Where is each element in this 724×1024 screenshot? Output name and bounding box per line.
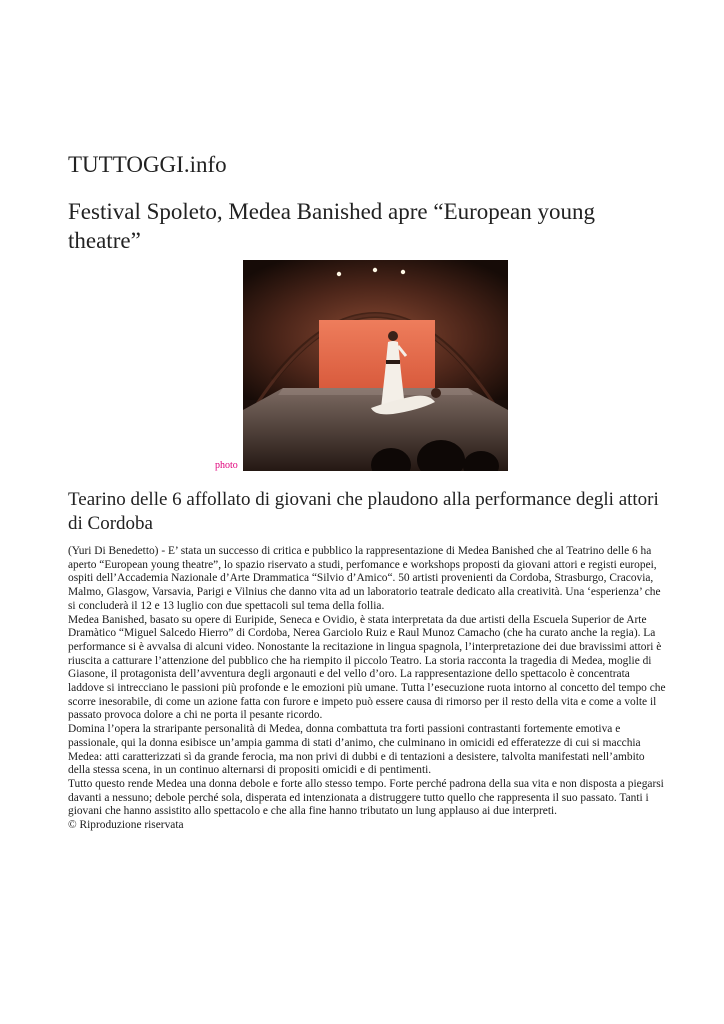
stage-backdrop [319,320,435,390]
copyright-notice: © Riproduzione riservata [68,819,184,832]
article-paragraph: Domina l’opera la straripante personalità di Medea, donna combattuta tra forti passioni contrastanti fortemente emotiva e passionale, qui la donna esibisce un’ampia gamma di stati d’animo, che culminano in omicidi ed efferatezze di cui si macchia Medea: atti caratterizzati sì da grande ferocia, ma non privi di dubbi e di tentazioni a desistere, talvolta manifestati nell’ambito della stessa scena, in un continuo alternarsi di propositi omicidi e di pentimenti. [68,723,645,777]
article-paragraph: Tutto questo rende Medea una donna debole e forte allo stesso tempo. Forte perché padrona della sua vita e non disposta a piegarsi davanti a nessuno; debole perché sola, disperata ed intenzionata a distruggere tutto quello che rappresenta il suo passato. Tanti i giovani che hanno assistito allo spettacolo e che alla fine hanno tributato un lung applauso ai due interpreti. [68,777,664,818]
article-paragraph: (Yuri Di Benedetto) - E’ stata un successo di critica e pubblico la rappresentazione di Medea Banished che al Teatrino delle 6 ha aperto “European young theatre”, lo spazio riservato a studi, perfomance e workshops proposti da giovani attori e registi europei, ospiti dell’Accademia Nazionale d’Arte Drammatica “Silvio d’Amico“. 50 artisti provenienti da Cordoba, Strasburgo, Cracovia, Malmo, Glasgow, Varsavia, Parigi e Vilnius che danno vita ad un laboratorio teatrale dedicato alla creatività. Una ‘esperienza’ che si concluderà il 12 e 13 luglio con due spettacoli sul tema della follia. [68,545,661,612]
stage-light [373,268,377,272]
article-subheadline: Tearino delle 6 affollato di giovani che plaudono alla performance degli attori di Cordoba [68,489,659,534]
article-paragraph: Medea Banished, basato su opere di Euripide, Seneca e Ovidio, è stata interpretata da due artisti della Escuela Superior de Arte Dramàtico “Miguel Salcedo Hierro” di Cordoba, Nerea Garciolo Ruiz e Raul Munoz Camacho (che ha curato anche la regia). La performance si è avvalsa di alcuni video. Nonostante la recitazione in lingua spagnola, l’interpretazione dei due bravissimi attori è riuscita a catturare l’attenzione del pubblico che ha riempito il piccolo Teatro. La storia racconta la tragedia di Medea, moglie di Giasone, il protagonista dell’avventura degli argonauti e del vello d’oro. La rappresentazione dello spettacolo è concentrata laddove si intrecciano le passioni più profonde e le emozioni più umane. Tutta l’esecuzione ruota intorno al concetto del tempo che scorre inesorabile, di come un azione fatta con furore e impeto può essere causa di rimorso per il resto della vita e come a volte il passato provoca dolore a chi ne porta il pesante ricordo. [68,613,666,722]
stage-light [337,272,341,276]
article-headline: Festival Spoleto, Medea Banished apre “European young theatre” [68,199,595,253]
site-title: TUTTOGGI.info [68,152,227,177]
article-body [68,545,668,833]
stage-light [401,270,405,274]
photo-caption[interactable]: photo [215,460,238,471]
article-photo [243,260,508,471]
